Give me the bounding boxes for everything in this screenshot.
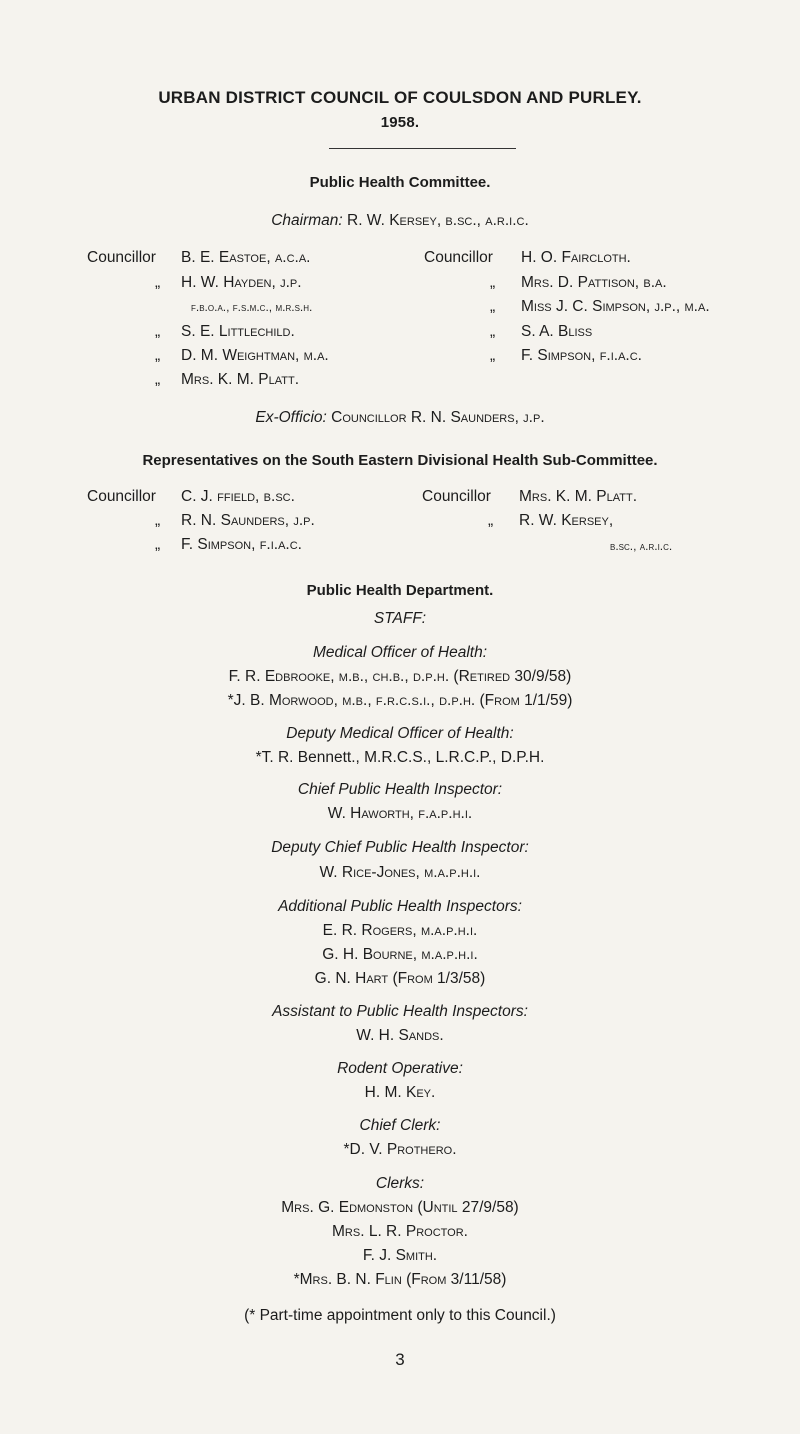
committee-left-prefix-4: „ bbox=[155, 347, 161, 364]
committee-left-name-2: f.b.o.a., f.s.m.c., m.r.s.h. bbox=[191, 300, 313, 314]
rodent-label: Rodent Operative: bbox=[337, 1060, 463, 1077]
committee-right-name-1: Mrs. D. Pattison, b.a. bbox=[521, 274, 667, 291]
page-number: 3 bbox=[395, 1350, 405, 1369]
rep-left-prefix-1: „ bbox=[155, 512, 161, 529]
moh-name-2: *J. B. Morwood, m.b., f.r.c.s.i., d.p.h. (From 1/1/59) bbox=[227, 692, 573, 709]
cphi-label: Chief Public Health Inspector: bbox=[297, 781, 503, 798]
cphi-name-1: W. Haworth, f.a.p.h.i. bbox=[327, 805, 473, 822]
dcphi-name-1: W. Rice-Jones, m.a.p.h.i. bbox=[319, 864, 481, 881]
clerks-name-4: *Mrs. B. N. Flin (From 3/11/58) bbox=[293, 1271, 507, 1288]
staff-label: STAFF: bbox=[373, 610, 427, 627]
rep-left-name-0: C. J. ffield, b.sc. bbox=[181, 488, 295, 505]
footnote: (* Part-time appointment only to this Council.) bbox=[244, 1307, 556, 1324]
rep-right-prefix-1: „ bbox=[488, 512, 494, 529]
committee-left-prefix-1: „ bbox=[155, 274, 161, 291]
aphi-name-1: E. R. Rogers, m.a.p.h.i. bbox=[322, 922, 478, 939]
rep-left-name-2: F. Simpson, f.i.a.c. bbox=[181, 536, 302, 553]
aphi-label: Additional Public Health Inspectors: bbox=[278, 898, 522, 915]
asst-name-1: W. H. Sands. bbox=[356, 1027, 444, 1044]
asst-label: Assistant to Public Health Inspectors: bbox=[272, 1003, 528, 1020]
committee-left-name-0: B. E. Eastoe, a.c.a. bbox=[181, 249, 311, 266]
committee-left-prefix-3: „ bbox=[155, 323, 161, 340]
rep-right-name-1: R. W. Kersey, bbox=[519, 512, 614, 529]
committee-right-name-3: S. A. Bliss bbox=[521, 323, 593, 340]
chief-clerk-label: Chief Clerk: bbox=[359, 1117, 441, 1134]
moh-label: Medical Officer of Health: bbox=[312, 644, 487, 661]
committee-left-prefix-0: Councillor bbox=[87, 249, 156, 266]
committee-left-name-3: S. E. Littlechild. bbox=[181, 323, 295, 340]
chief-clerk-name-1: *D. V. Prothero. bbox=[343, 1141, 457, 1158]
clerks-name-3: F. J. Smith. bbox=[362, 1247, 438, 1264]
dmoh-name-1: *T. R. Bennett., M.R.C.S., L.R.C.P., D.P.H. bbox=[255, 749, 545, 766]
representatives-heading: Representatives on the South Eastern Divisional Health Sub-Committee. bbox=[142, 452, 658, 469]
committee-left-name-4: D. M. Weightman, m.a. bbox=[181, 347, 329, 364]
rep-right-name-2: b.sc., a.r.i.c. bbox=[610, 539, 673, 553]
committee-right-name-0: H. O. Faircloth. bbox=[521, 249, 631, 266]
committee-right-name-4: F. Simpson, f.i.a.c. bbox=[521, 347, 642, 364]
rodent-name-1: H. M. Key. bbox=[364, 1084, 436, 1101]
clerks-name-1: Mrs. G. Edmonston (Until 27/9/58) bbox=[281, 1199, 519, 1216]
ex-officio-label: Ex-Officio: bbox=[255, 409, 327, 426]
rep-left-prefix-2: „ bbox=[155, 536, 161, 553]
dcphi-label: Deputy Chief Public Health Inspector: bbox=[271, 839, 529, 856]
chairman-name: R. W. Kersey, b.sc., a.r.i.c. bbox=[347, 212, 529, 229]
rep-right-prefix-0: Councillor bbox=[422, 488, 491, 505]
document-title: URBAN DISTRICT COUNCIL OF COULSDON AND PURLEY. bbox=[158, 88, 642, 107]
dmoh-label: Deputy Medical Officer of Health: bbox=[286, 725, 514, 742]
clerks-label: Clerks: bbox=[375, 1175, 425, 1192]
rep-left-name-1: R. N. Saunders, j.p. bbox=[181, 512, 315, 529]
ex-officio-name: Councillor R. N. Saunders, j.p. bbox=[331, 409, 545, 426]
committee-right-prefix-4: „ bbox=[490, 347, 496, 364]
committee-right-name-2: Miss J. C. Simpson, j.p., m.a. bbox=[521, 298, 710, 315]
chairman-line bbox=[0, 212, 800, 230]
department-heading: Public Health Department. bbox=[306, 582, 494, 599]
document-year: 1958. bbox=[380, 114, 420, 131]
committee-left-prefix-5: „ bbox=[155, 371, 161, 388]
moh-name-1: F. R. Edbrooke, m.b., ch.b., d.p.h. (Retired 30/9/58) bbox=[228, 668, 572, 685]
aphi-name-2: G. H. Bourne, m.a.p.h.i. bbox=[322, 946, 478, 963]
committee-right-prefix-0: Councillor bbox=[424, 249, 493, 266]
committee-left-name-1: H. W. Hayden, j.p. bbox=[181, 274, 302, 291]
chairman-label: Chairman: bbox=[271, 212, 343, 229]
aphi-name-3: G. N. Hart (From 1/3/58) bbox=[314, 970, 486, 987]
committee-left-name-5: Mrs. K. M. Platt. bbox=[181, 371, 300, 388]
rep-left-prefix-0: Councillor bbox=[87, 488, 156, 505]
committee-right-prefix-3: „ bbox=[490, 323, 496, 340]
ex-officio-line bbox=[0, 409, 800, 427]
title-divider bbox=[329, 148, 516, 149]
committee-right-prefix-2: „ bbox=[490, 298, 496, 315]
clerks-name-2: Mrs. L. R. Proctor. bbox=[332, 1223, 468, 1240]
committee-heading: Public Health Committee. bbox=[309, 174, 491, 191]
committee-right-prefix-1: „ bbox=[490, 274, 496, 291]
rep-right-name-0: Mrs. K. M. Platt. bbox=[519, 488, 638, 505]
